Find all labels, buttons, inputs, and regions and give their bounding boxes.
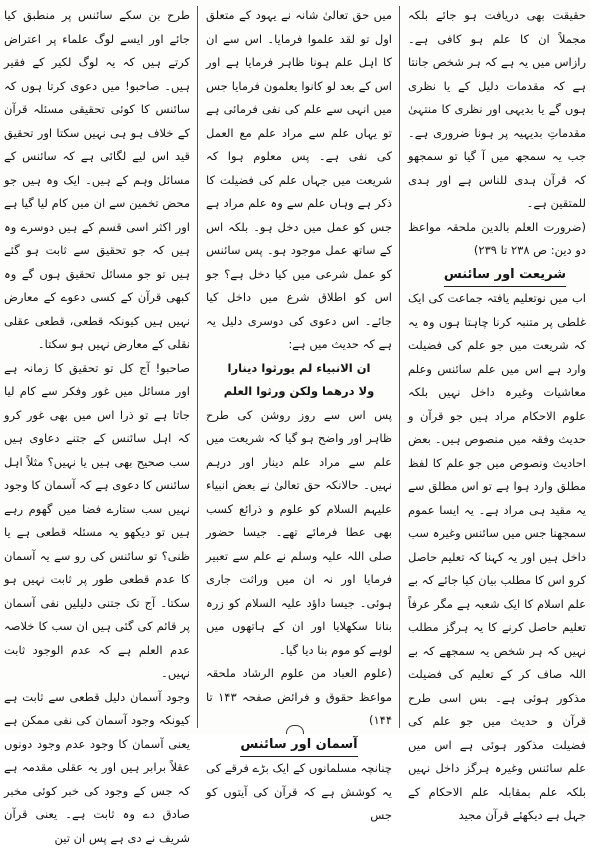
paragraph: میں حق تعالیٰ شانہ نے یہود کے متعلق اول تو لقد علموا فرمایا۔ اس سے ان کا اہل علم ہونا ظاہر فرمایا ہے اور اس کے بعد لو کانوا یعلمون فرمایا جس میں انہی سے علم کی نفی فرمائی ہے تو یہاں علم سے مراد علم مع العمل کی نفی ہے۔ پس معلوم ہوا کہ شریعت میں جہاں علم کی فضیلت کا ذکر ہے وہاں علم سے وہ علم مراد ہے جس کو عمل میں دخل ہو۔ بلکہ اس کے ساتھ عمل موجود ہو۔ پس سائنس کو عمل شرعی میں کیا دخل ہے؟ جو اس کو اطلاق شرع میں داخل کیا جائے۔ اس دعوی کی دوسری دلیل یہ ہے کہ حدیث میں ہے:	[206, 4, 392, 357]
paragraph: وجود آسمان دلیل قطعی سے ثابت ہے کیونکہ وجود آسمان کی نفی ممکن ہے یعنی آسمان کا وجود عدم وجود دونوں عقلاً برابر ہیں اور یہ عقلی مقدمہ ہے کہ جس کے وجود کی خبر کوئی مخبر صادق دے وہ ثابت ہے۔ یعنی قرآن شریف نے دی ہے پس ان تین	[4, 686, 190, 850]
hadith-quote: ان الانبیاء لم یورثوا دینارا	[206, 357, 392, 381]
page-number-mark	[286, 725, 304, 734]
section-heading: شریعت اور سائنس	[444, 263, 566, 288]
column-divider	[197, 6, 198, 728]
paragraph: چنانچہ مسلمانوں کے ایک بڑے فرقے کی یہ کوشش ہے کہ قرآن کی آیتوں کو جس	[206, 757, 392, 828]
reference: (علوم العباد من علوم الرشاد ملحقہ مواعظ حقوق و فرائض صفحہ ۱۴۳ تا ۱۴۴)	[206, 662, 392, 733]
text-column-left	[4, 4, 190, 730]
text-column-right	[408, 4, 586, 730]
text-column-middle	[206, 4, 392, 730]
column-divider	[399, 6, 400, 728]
reference: (ضرورت العلم بالدین ملحقہ مواعظ دو دین: ص ۲۳۸ تا ۲۳۹)	[408, 216, 586, 263]
paragraph: طرح بن سکے سائنس پر منطبق کیا جائے اور ایسے لوگ علماء پر اعتراض کرتے ہیں کہ یہ لوگ لکیر کے فقیر ہیں۔ صاحبو! میں دعوی کرتا ہوں کہ سائنس کا کوئی تحقیقی مسئلہ قرآن کے خلاف ہو ہی نہیں سکتا اور تحقیق قید اس لیے لگائی ہے کہ سائنس کے مسائل وہم کے ہیں۔ ایک وہ ہیں جو محض تخمین سے ان میں کام لیا گیا ہے اور اکثر اسی قسم کے ہیں دوسرے وہ ہیں کہ جو تحقیق سے ثابت ہو گئے ہیں تو جو مسائل تحقیق ہوں گے وہ کبھی قرآن کے کسی دعوے کے معارض نہیں ہیں کیونکہ قطعی، قطعی عقلی نقلی کے معارض نہیں ہو سکتا۔	[4, 4, 190, 357]
paragraph: پس اس سے روز روشن کی طرح ظاہر اور واضح ہو گیا کہ شریعت میں علم سے مراد علم دینار اور درہم نہیں۔ حالانکہ حق تعالیٰ نے بعض انبیاء علیہم السلام کو علوم و ذرائع کسب بھی عطا فرمائے تھے۔ جیسا حضور صلی اللہ علیہ وسلم نے علم سے تعبیر فرمایا اور نہ ان میں وراثت جاری ہوئی۔ جیسا داؤد علیہ السلام کو زرہ بنانا سکھلایا اور ان کے ہاتھوں میں لوہے کو موم بنا دیا گیا۔	[206, 404, 392, 663]
hadith-quote: ولا درھما ولکن ورثوا العلم	[206, 380, 392, 404]
section-heading: آسمان اور سائنس	[240, 733, 357, 758]
paragraph: اب میں نوتعلیم یافتہ جماعت کی ایک غلطی پر متنبہ کرنا چاہتا ہوں وہ یہ کہ شریعت میں جو علم کی فضیلت وارد ہے اس میں علم سائنس وعلم معاشیات وغیرہ داخل نہیں بلکہ علوم الاحکام مراد ہیں جو قرآن و حدیث وفقہ میں منصوص ہیں۔ بعض احادیث ونصوص میں جو علم کا لفظ مطلق وارد ہوا ہے تو اس مطلق سے یہ مقید ہی مراد ہے۔ یہ ایسا عموم سمجھنا جس میں سائنس وغیرہ سب داخل ہیں اور یہ کہنا کہ تعلیم حاصل کرو اس کا مطلب بیان کیا جائے کہ بے علم اسلام کا ایک شعبہ ہے مگر عرفاً تعلیم حاصل کرنے کا یہ ہرگز مطلب نہیں کہ ہر شخص یہ سمجھے کہ بے اللہ صاف کر کے تعلیم کی فضیلت مذکور ہوئی ہے۔ بس اسی طرح قرآن و حدیث میں جو علم کی فضیلت مذکور ہوئی ہے اس میں علم سائنس وغیرہ ہرگز داخل نہیں بلکہ علم بمقابلہ علم الاحکام کے جہل ہے دیکھئے قرآن مجید	[408, 287, 586, 828]
paragraph: حقیقت بھی دریافت ہو جائے بلکہ مجملاً ان کا علم ہو کافی ہے۔ رازاس میں یہ ہے کہ ہر شخص جانتا ہے کہ مقدمات دلیل کے یا نظری ہوں گے یا بدیہی اور نظری کا منتہیٰ مقدماتِ بدیہیہ پر ہونا ضروری ہے۔ جب یہ سمجھ میں آ گیا تو سمجھو کہ قرآن ہدی للناس ہے اور ہدی للمتقین ہے۔	[408, 4, 586, 216]
paragraph: صاحبو! آج کل تو تحقیق کا زمانہ ہے اور مسائل میں غور وفکر سے کام لیا جاتا ہے تو ذرا اس میں بھی غور کرو کہ اہل سائنس کے جتنے دعاوی ہیں سب صحیح بھی ہیں یا نہیں؟ مثلاً اہل سائنس کا دعوی ہے کہ آسمان کا وجود نہیں سب ستارے فضا میں گھوم رہے ہیں تو دیکھو یہ مسئلہ قطعی ہے یا ظنی؟ تو سائنس کی رو سے یہ آسمان کا عدم قطعی طور پر ثابت نہیں ہو سکتا۔ آج تک جتنی دلیلیں نفی آسمان پر قائم کی گئی ہیں ان سب کا خلاصہ عدم العلم ہے کہ عدم الوجود ثابت نہیں۔	[4, 357, 190, 686]
